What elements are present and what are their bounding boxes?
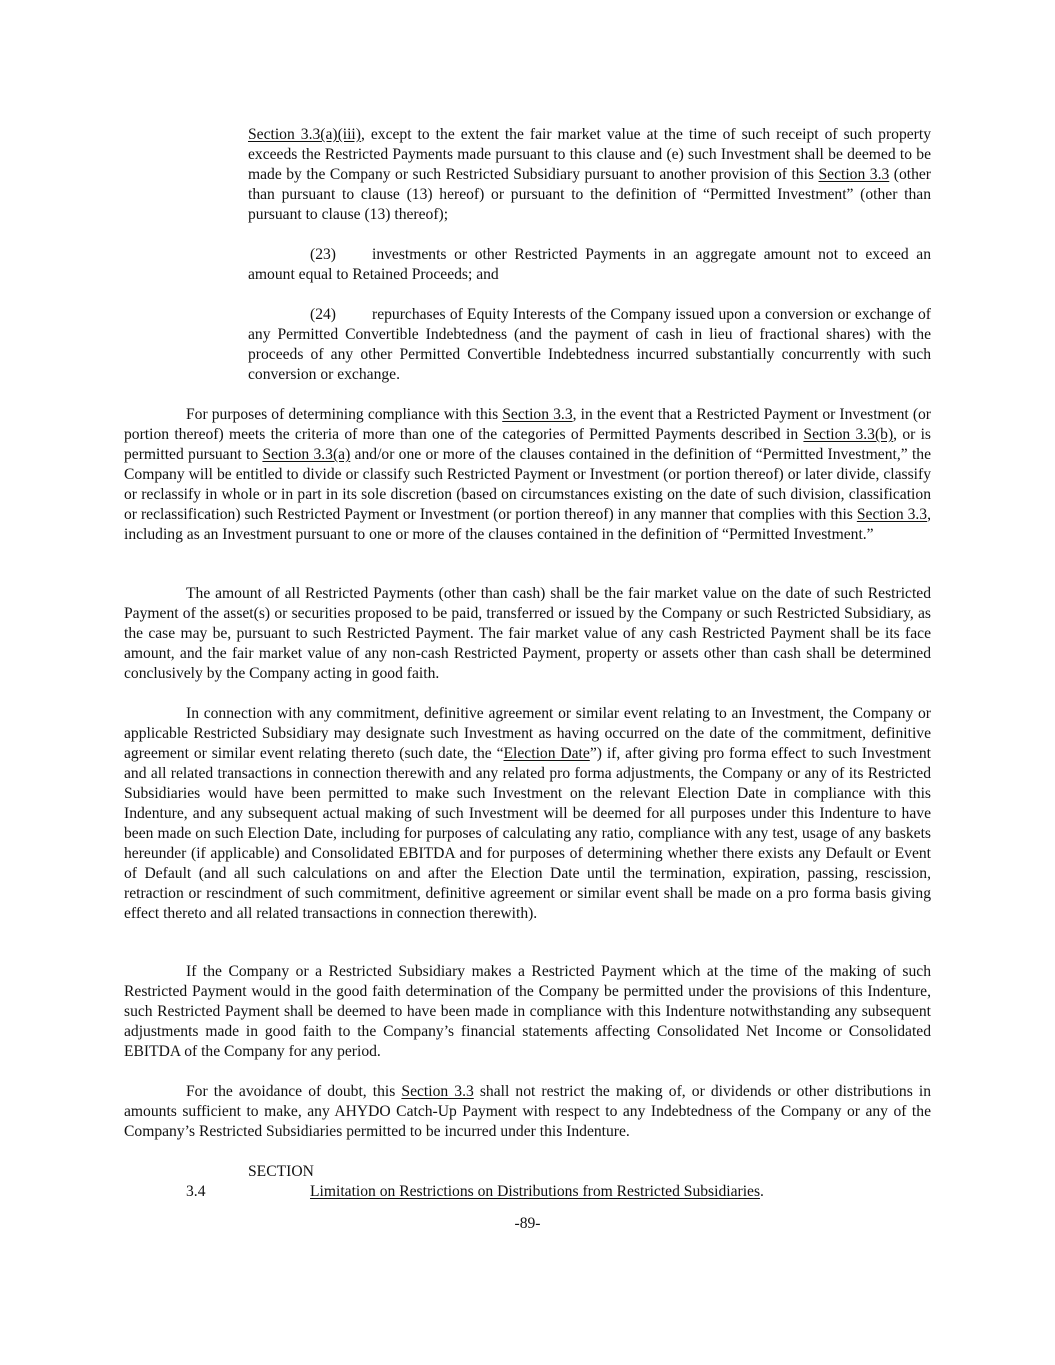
clause-text: repurchases of Equity Interests of the Company issued upon a conversion or exchange of any Permitted Convertible Indebtedness (and the payment of cash in lieu of fractional shares) with the proceeds of any other Permitted Convertible Indebtedness incurred substantially concurrently with such conversion or exchange. bbox=[248, 306, 931, 383]
paragraph-text: and/or one or more of the clauses contained in the definition of “Permitted Investment,” the Company will be entitled to divide or classify such Restricted Payment or Investment (or portion thereof) or later divide, classify or reclassify in whole or in part in its sole discretion (based on circumstances existing on the date of such division, classification or reclassification) such Restricted Payment or Investment (or portion thereof) in any manner that complies with this bbox=[124, 446, 931, 523]
paragraph-text: In connection with any commitment, definitive agreement or similar event relating to an Investment, the Company or applicable Restricted Subsidiary may designate such Investment as having occurred on the date of the commitment, definitive agreement or similar event relating thereto (such date, the “ bbox=[124, 705, 931, 762]
cross-reference-link[interactable]: Section 3.3(a)(iii) bbox=[248, 126, 361, 143]
paragraph-text: For purposes of determining compliance with this bbox=[186, 406, 503, 423]
paragraph-text: (other than pursuant to clause (13) hereof) or pursuant to the definition of “Permitted Investment” (other than pursuant to clause (13) thereof); bbox=[248, 166, 931, 223]
good-faith-paragraph: If the Company or a Restricted Subsidiary makes a Restricted Payment which at the time of the making of such Restricted Payment would in the good faith determination of the Company be permitted under the provisions of this Indenture, such Restricted Payment shall be deemed to have been made in compliance with this Indenture notwithstanding any subsequent adjustments made in good faith to the Company’s financial statements affecting Consolidated Net Income or Consolidated EBITDA of the Company for any period. bbox=[124, 963, 931, 1060]
defined-term: Election Date bbox=[503, 745, 590, 762]
section-number: SECTION 3.4 bbox=[186, 1163, 314, 1200]
clause-24 bbox=[248, 305, 931, 385]
paragraph-text: , or is permitted pursuant to bbox=[124, 426, 931, 463]
cross-reference-link[interactable]: Section 3.3(b) bbox=[803, 426, 894, 443]
section-title-end: . bbox=[760, 1183, 764, 1200]
clause-number: (23) bbox=[310, 246, 336, 263]
paragraph-text: For the avoidance of doubt, this bbox=[186, 1083, 402, 1100]
paragraph-text: , except to the extent the fair market value at the time of such receipt of such property exceeds the Restricted Payments made pursuant to this clause and (e) such Investment shall be deemed to be made by the Company or such Restricted Subsidiary pursuant to another provision of this bbox=[248, 126, 932, 183]
clause-23 bbox=[248, 245, 931, 285]
amount-paragraph: The amount of all Restricted Payments (other than cash) shall be the fair market value on the date of such Restricted Payment of the asset(s) or securities proposed to be paid, transferred or issued by the Company or such Restricted Subsidiary, as the case may be, pursuant to such Restricted Payment. The fair market value of any cash Restricted Payment shall be its face amount, and the fair market value of any non-cash Restricted Payment, property or assets other than cash shall be determined conclusively by the Company acting in good faith. bbox=[124, 585, 931, 682]
continued-paragraph bbox=[248, 125, 931, 225]
avoidance-paragraph bbox=[124, 1082, 931, 1142]
paragraph-text: ”) if, after giving pro forma effect to such Investment and all related transactions in connection therewith and any related pro forma adjustments, the Company or any of its Restricted Subsidiaries would have been permitted to make such Investment on the relevant Election Date in compliance with this Indenture, and any subsequent actual making of such Investment will be deemed for all purposes under this Indenture to have been made on such Election Date, including for purposes of calculating any ratio, compliance with any test, usage of any baskets hereunder (if applicable) and Consolidated EBITDA and for purposes of determining whether there exists any Default or Event of Default (and all such calculations on and after the Election Date until the termination, expiration, passing, rescission, retraction or rescindment of such commitment, definitive agreement or similar event shall be made on a pro forma basis giving effect thereto and all related transactions in connection therewith). bbox=[124, 745, 931, 922]
clause-text: investments or other Restricted Payments in an aggregate amount not to exceed an amount equal to Retained Proceeds; and bbox=[248, 246, 931, 283]
section-heading bbox=[124, 1162, 931, 1202]
cross-reference-link[interactable]: Section 3.3(a) bbox=[262, 446, 351, 463]
cross-reference-link[interactable]: Section 3.3 bbox=[818, 166, 890, 183]
compliance-paragraph bbox=[124, 405, 931, 545]
paragraph-text: shall not restrict the making of, or dividends or other distributions in amounts sufficient to make, any AHYDO Catch-Up Payment with respect to any Indebtedness of the Company or any of the Company’s Restricted Subsidiaries permitted to be incurred under this Indenture. bbox=[124, 1083, 931, 1140]
commitment-paragraph bbox=[124, 704, 931, 924]
clause-number: (24) bbox=[310, 306, 336, 323]
paragraph-text: , including as an Investment pursuant to one or more of the clauses contained in the definition of “Permitted Investment.” bbox=[124, 506, 931, 543]
page-number: -89- bbox=[514, 1215, 541, 1232]
paragraph-text: , in the event that a Restricted Payment or Investment (or portion thereof) meets the criteria of more than one of the categories of Permitted Payments described in bbox=[124, 406, 932, 443]
section-title: Limitation on Restrictions on Distributions from Restricted Subsidiaries bbox=[310, 1183, 761, 1200]
cross-reference-link[interactable]: Section 3.3 bbox=[502, 406, 573, 423]
cross-reference-link[interactable]: Section 3.3 bbox=[401, 1083, 474, 1100]
cross-reference-link[interactable]: Section 3.3 bbox=[856, 506, 928, 523]
